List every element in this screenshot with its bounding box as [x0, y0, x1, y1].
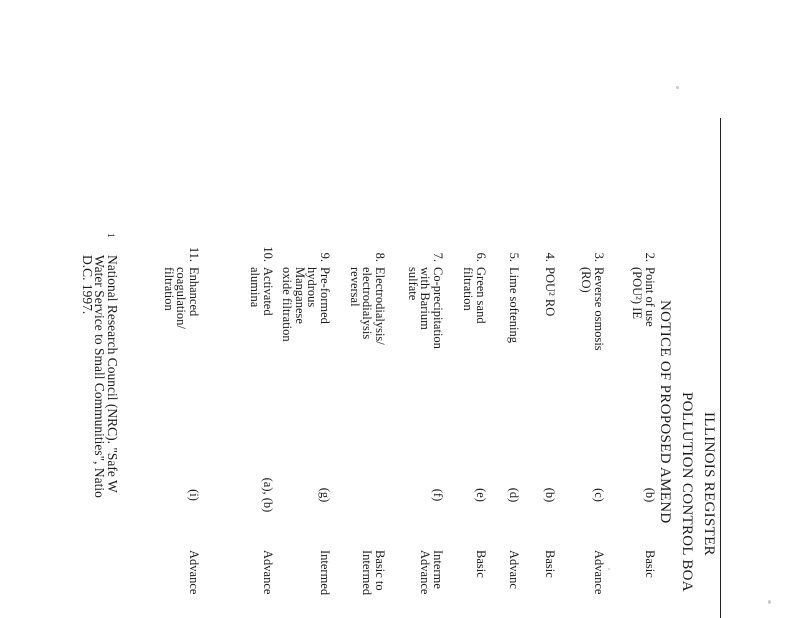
- technology-line: filtration: [461, 267, 476, 311]
- technology-name: [462, 267, 487, 377]
- technology-name: [349, 267, 387, 377]
- level-line: Intermed: [318, 550, 332, 596]
- row-number: 9.: [318, 252, 332, 262]
- technology-line: (RO): [579, 267, 594, 293]
- header-notice: NOTICE OF PROPOSED AMEND: [657, 300, 673, 524]
- technology-name: [281, 267, 331, 377]
- operator-level: [361, 550, 386, 618]
- technology-line: Co-precipitation: [431, 267, 445, 349]
- scan-speck: [676, 86, 679, 89]
- technology-line: (POU²) IE: [630, 267, 645, 320]
- technology-name: [163, 267, 201, 377]
- footnote-mark: 1: [106, 233, 116, 238]
- technology-line: Green sand: [474, 267, 488, 324]
- row-number: 2.: [643, 252, 657, 262]
- operator-level: [188, 550, 201, 618]
- technology-line: Reverse osmosis: [592, 267, 606, 351]
- scan-speck: [768, 600, 771, 604]
- row-number: 8.: [373, 252, 387, 262]
- technology-line: coagulation/: [174, 267, 189, 329]
- reference-code: (i): [187, 489, 201, 501]
- row-number: 7.: [431, 252, 445, 262]
- operator-level: [262, 550, 275, 618]
- technology-line: alumina: [248, 267, 263, 308]
- technology-name: [631, 267, 656, 377]
- technology-line: Point of use: [643, 267, 657, 327]
- technology-line: Lime softening: [507, 267, 521, 344]
- footnote: [81, 255, 119, 618]
- technology-line: sulfate: [406, 267, 420, 301]
- operator-level: [593, 550, 606, 618]
- reference-code: (a), (b): [261, 477, 275, 513]
- technology-line: POU² RO: [543, 267, 557, 317]
- operator-level: [544, 550, 557, 618]
- row-number: 11.: [187, 246, 201, 262]
- level-line: Interme: [431, 550, 445, 589]
- operator-level: [475, 550, 488, 618]
- level-line: Basic to: [373, 550, 387, 591]
- level-line: Basic: [643, 550, 657, 578]
- row-number: 6.: [474, 252, 488, 262]
- header-register: ILLINOIS REGISTER: [701, 412, 717, 556]
- technology-name: [508, 267, 521, 377]
- reference-code: (b): [543, 487, 557, 503]
- reference-code: (b): [643, 487, 657, 503]
- technology-line: filtration: [162, 267, 176, 311]
- technology-line: Activated: [261, 267, 275, 316]
- row-number: 4.: [543, 252, 557, 262]
- reference-code: (c): [592, 488, 606, 502]
- row-number: 5.: [507, 252, 521, 262]
- technology-line: oxide filtration: [280, 267, 295, 342]
- reference-code: (g): [318, 487, 332, 503]
- technology-line: electrodialysis: [360, 267, 375, 340]
- technology-line: Enhanced: [187, 267, 201, 317]
- level-line: Basic: [474, 550, 488, 578]
- technology-name: [407, 267, 445, 377]
- header-rule: [720, 118, 721, 618]
- footnote-line: National Research Council (NRC). "Safe W: [105, 255, 120, 493]
- reference-code: (e): [474, 488, 488, 502]
- level-line: Advanc: [507, 550, 521, 589]
- technology-line: Pre-formed: [318, 267, 332, 324]
- row-number: 3.: [592, 252, 606, 262]
- level-line: Advance: [261, 550, 275, 595]
- scan-speck: [608, 568, 610, 570]
- operator-level: [419, 550, 444, 618]
- reference-code: (d): [507, 487, 521, 503]
- reference-code: (f): [431, 488, 445, 502]
- level-line: Advance: [187, 550, 201, 595]
- level-line: Basic: [543, 550, 557, 578]
- technology-line: Manganese: [293, 267, 307, 324]
- operator-level: [319, 550, 332, 618]
- technology-line: hydrous: [305, 267, 320, 308]
- level-line: Intermed: [360, 550, 375, 596]
- technology-line: reversal: [348, 267, 362, 307]
- level-line: Advance: [592, 550, 606, 595]
- footnote-line: D.C. 1997.: [80, 255, 95, 315]
- operator-level: [508, 550, 521, 618]
- technology-line: Electrodialysis/: [373, 267, 387, 345]
- technology-name: [249, 267, 274, 377]
- operator-level: [644, 550, 657, 618]
- row-number: 10.: [261, 246, 275, 262]
- header-board: POLLUTION CONTROL BOA: [679, 392, 695, 592]
- technology-name: [580, 267, 605, 377]
- technology-line: with Barium: [418, 267, 433, 330]
- level-line: Advance: [418, 550, 433, 595]
- technology-name: [544, 267, 557, 377]
- footnote-line: Water Service to Small Communities", Natio: [92, 255, 108, 498]
